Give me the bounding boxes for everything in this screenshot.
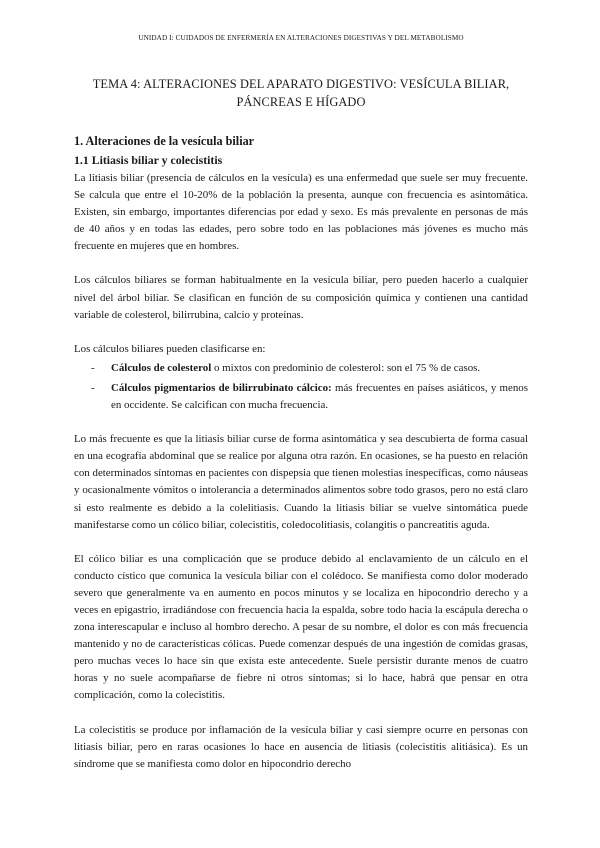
document-title: TEMA 4: ALTERACIONES DEL APARATO DIGESTIVO: VESÍCULA BILIAR, PÁNCREAS E HÍGADO	[92, 77, 510, 109]
list-dash: -	[91, 381, 95, 394]
list-item-text: más frecuentes en países asiáticos, y menos en occidente. Se calcifican con mucha frecuencia.	[111, 381, 528, 412]
list-item-term: Cálculos de colesterol	[111, 361, 212, 374]
paragraph-classification-intro: Los cálculos biliares pueden clasificarse en:	[74, 342, 266, 355]
list-item	[74, 380, 528, 414]
paragraph-symptoms: Lo más frecuente es que la litiasis biliar curse de forma asintomática y sea descubierta de forma casual en una ecografía abdominal que se realice por alguna otra razón. En ocasiones, se ha puesto en relación con determinados síntomas en pacientes con dispepsia que tienen molestias inespecíficas, como náuseas y ocasionalmente vómitos o intolerancia a determinados alimentos sobre todo grasos, pero no está claro si esto realmente es debido a la colelitiasis. Cuando la litiasis biliar se vuelve sintomática puede manifestarse como un cólico biliar, colecistitis, coledocolitiasis, colangitis o pancreatitis aguda.	[74, 433, 528, 531]
list-item	[74, 360, 528, 377]
list-item-text: o mixtos con predominio de colesterol: son el 75 % de casos.	[211, 361, 481, 374]
paragraph-biliary-colic: El cólico biliar es una complicación que se produce debido al enclavamiento de un cálculo en el conducto cístico que comunica la vesícula biliar con el colédoco. Se manifiesta como dolor moderado severo que generalmente va en aumento en pocos minutos y se localiza en hipocondrio derecho y a veces en epigastrio, irradiándose con frecuencia hacia la espalda, sobre todo hacia la escápula derecha o zona interescapular e incluso al hombro derecho. A pesar de su nombre, el dolor es con más frecuencia mantenido y no de características cólicas. Puede comenzar después de una ingestión de comidas grasas, pero muchas veces lo hace sin que exista este antecedente. Suele persistir durante menos de cuatro horas y no suele acompañarse de fiebre ni otros síntomas; si lo hace, habrá que pensar en otra complicación, como la colecistitis.	[74, 552, 528, 702]
paragraph-formation: Los cálculos biliares se forman habitualmente en la vesícula biliar, pero pueden hacerlo a cualquier nivel del árbol biliar. Se clasifican en función de su composición química y contienen una cantidad variable de colesterol, bilirrubina, calcio y proteínas.	[74, 274, 528, 321]
document-page	[74, 34, 528, 790]
list-dash: -	[91, 361, 95, 374]
paragraph-cholecystitis: La colecistitis se produce por inflamación de la vesícula biliar y casi siempre ocurre en personas con litiasis biliar, pero en raras ocasiones lo hace en ausencia de litiasis (colecistitis alitiásica). Es un síndrome que se manifiesta como dolor en hipocondrio derecho	[74, 723, 528, 770]
list-item-term: Cálculos pigmentarios de bilirrubinato cálcico:	[111, 381, 332, 394]
paragraph-prevalence: La litiasis biliar (presencia de cálculos en la vesícula) es una enfermedad que suele ser muy frecuente. Se calcula que entre el 10-20% de la población la presenta, aunque con frecuencia es asintomática. Existen, sin embargo, importantes diferencias por edad y sexo. Es más prevalente en personas de más de 40 años y en todas las edades, pero sobre todo en las poblaciones más jóvenes es mucho más frecuente en mujeres que en hombres.	[74, 172, 528, 253]
subsection-heading: 1.1 Litiasis biliar y colecistitis	[74, 153, 223, 167]
running-header: UNIDAD I: CUIDADOS DE ENFERMERÍA EN ALTERACIONES DIGESTIVAS Y DEL METABOLISMO	[138, 34, 464, 42]
section-heading: 1. Alteraciones de la vesícula biliar	[74, 134, 255, 148]
classification-list	[74, 360, 528, 414]
